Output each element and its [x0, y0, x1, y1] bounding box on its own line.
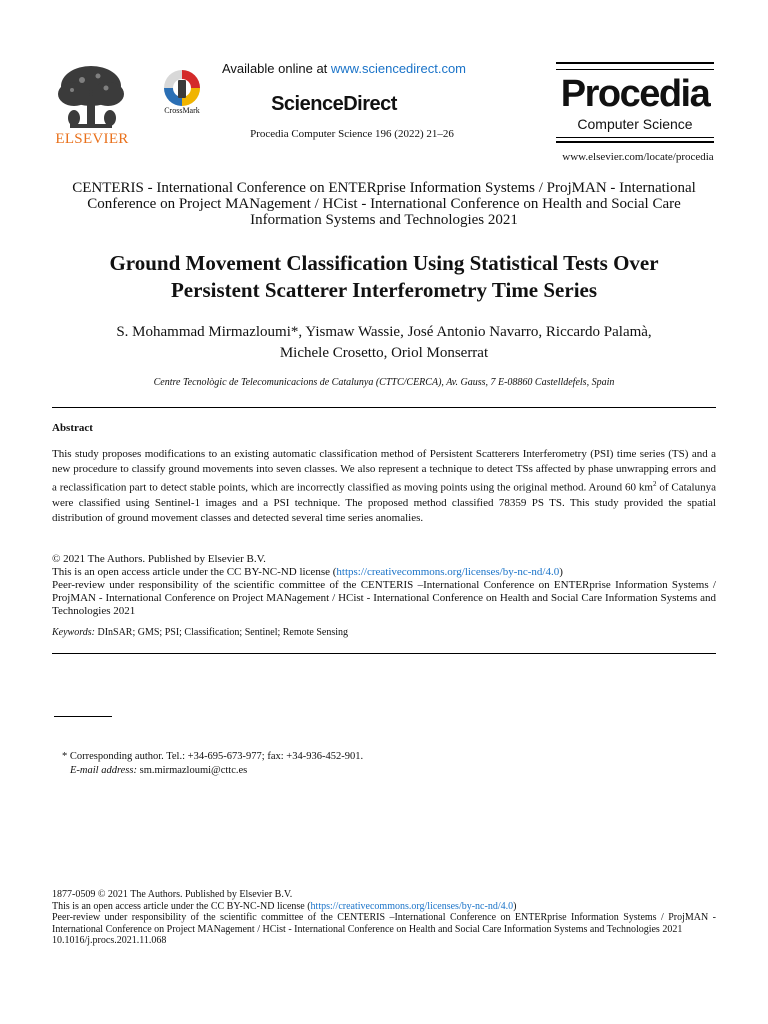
footnote: [62, 750, 702, 778]
divider-top: [52, 407, 716, 408]
keywords-list: DInSAR; GMS; PSI; Classification; Sentinel; Remote Sensing: [94, 627, 349, 638]
footer-peer-review: Peer-review under responsibility of the scientific committee of the CENTERIS –International Conference on ENTERprise Information Systems / ProjMAN - International Conference on Project MANagement / HCist - International Conference on Health and Social Care Information Systems and Technologies 2021: [52, 912, 716, 935]
procedia-subtitle: Computer Science: [577, 116, 693, 132]
paper-title-line-2: Persistent Scatterer Interferometry Time Series: [170, 278, 598, 302]
copyright-line: © 2021 The Authors. Published by Elsevier B.V.: [52, 553, 266, 565]
authors: [40, 322, 728, 364]
issn-line: 1877-0509 © 2021 The Authors. Published by Elsevier B.V.: [52, 889, 293, 900]
procedia-logo: Procedia: [560, 73, 710, 115]
available-online-text: Available online at: [222, 61, 331, 76]
abstract-text-part-1: This study proposes modifications to an existing automatic classification method of Persistent Scatterers Interferometry (PSI) time series (TS) and a new procedure to classify ground movements into seven classes. We also represent a technique to detect TSs affected by phase unwrapping errors and a reclassification part to detect stable points, which are incorrectly classified as moving points using the original method. Around 60 km: [52, 448, 716, 494]
keywords-label: Keywords:: [52, 627, 95, 638]
footnote-rule: [54, 716, 112, 717]
sciencedirect-link[interactable]: www.sciencedirect.com: [330, 61, 467, 76]
abstract-superscript: 2: [652, 480, 657, 488]
footer-open-access-text: This is an open access article under the CC BY-NC-ND license (: [52, 900, 311, 912]
footer-license-link[interactable]: https://creativecommons.org/licenses/by-nc-nd/4.0: [310, 900, 514, 912]
footer-open-access-close: ): [513, 900, 517, 912]
paper-title-line-1: Ground Movement Classification Using Statistical Tests Over: [109, 251, 659, 275]
abstract-text-part-2: of Catalunya were classified using Sentinel-1 images and a PSI technique. The proposed method classified 78359 PS TS. This study provided the spatial distribution of ground movement classes and detected several time series anomalies.: [52, 481, 716, 524]
journal-url-link[interactable]: www.elsevier.com/locate/procedia: [562, 151, 714, 163]
email-line: [62, 764, 702, 778]
open-access-close: ): [559, 566, 563, 578]
available-online: [222, 61, 482, 76]
email-label: E-mail address:: [70, 765, 137, 776]
keywords: [52, 627, 716, 638]
procedia-top-rule: [556, 62, 714, 70]
paper-title: [40, 250, 728, 304]
email-address[interactable]: sm.mirmazloumi@cttc.es: [136, 765, 248, 776]
authors-line-1: S. Mohammad Mirmazloumi*, Yismaw Wassie, José Antonio Navarro, Riccardo Palamà,: [116, 324, 652, 340]
footer-open-access: [52, 901, 716, 913]
abstract-heading: Abstract: [52, 422, 93, 434]
divider-bottom: [52, 653, 716, 654]
doi[interactable]: 10.1016/j.procs.2021.11.068: [52, 935, 167, 946]
conference-name: CENTERIS - International Conference on ENTERprise Information Systems / ProjMAN - International Conference on Project MANagement / HCist - International Conference on Health and Social Care Information Systems and Technologies 2021: [72, 180, 696, 228]
open-access-line: [52, 566, 716, 579]
crossmark-label: CrossMark: [164, 106, 200, 115]
procedia-bottom-rule: [556, 137, 714, 143]
authors-line-2: Michele Crosetto, Oriol Monserrat: [279, 345, 489, 361]
sciencedirect-logo: ScienceDirect: [271, 93, 397, 115]
license-block: [52, 553, 716, 618]
open-access-text: This is an open access article under the CC BY-NC-ND license (: [52, 566, 337, 578]
abstract-text: [52, 447, 716, 526]
peer-review-text: Peer-review under responsibility of the scientific committee of the CENTERIS –International Conference on ENTERprise Information Systems / ProjMAN - International Conference on Project MANagement / HCist - International Conference on Health and Social Care Information Systems and Technologies 2021: [52, 579, 716, 617]
corresponding-author: * Corresponding author. Tel.: +34-695-673-977; fax: +34-936-452-901.: [62, 751, 364, 762]
affiliation: Centre Tecnològic de Telecomunicacions de Catalunya (CTTC/CERCA), Av. Gauss, 7 E-08860 Castelldefels, Spain: [153, 377, 615, 388]
license-link[interactable]: https://creativecommons.org/licenses/by-nc-nd/4.0: [336, 566, 560, 578]
journal-reference: Procedia Computer Science 196 (2022) 21–26: [250, 128, 454, 140]
page-footer: [52, 889, 716, 947]
publisher-name: ELSEVIER: [55, 131, 129, 147]
